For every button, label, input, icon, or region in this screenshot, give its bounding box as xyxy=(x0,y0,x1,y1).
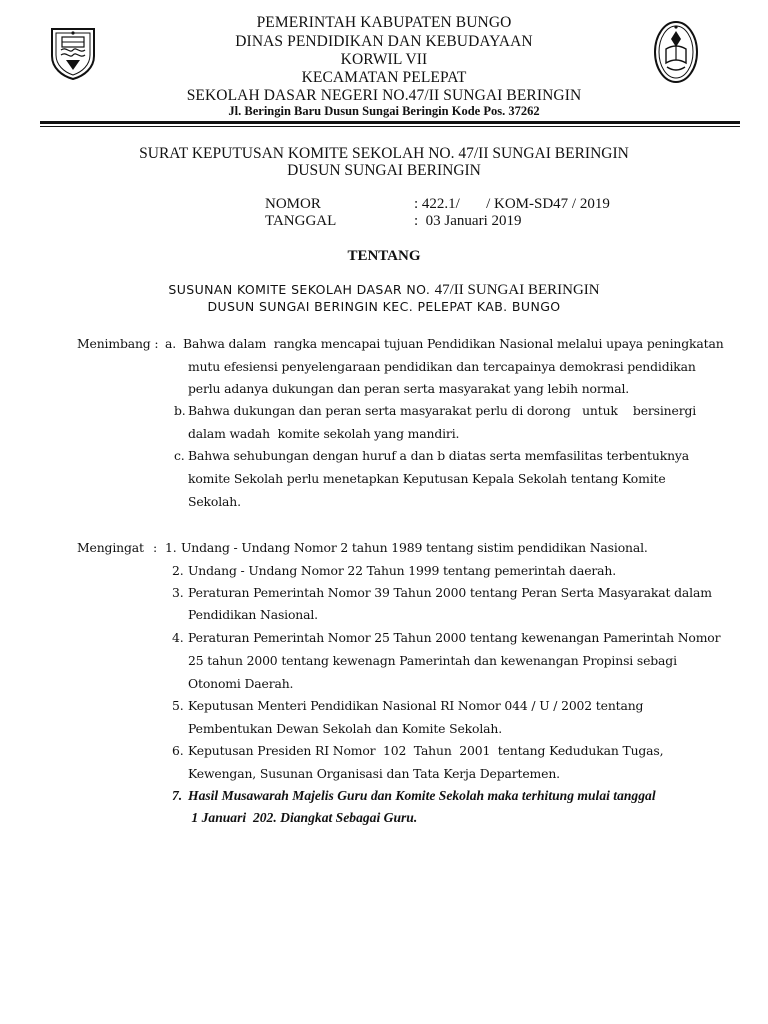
subject-line1-part2: 47/II SUNGAI BERINGIN xyxy=(434,282,600,298)
menimbang-b-marker: b. xyxy=(174,403,186,418)
menimbang-a-marker: a. xyxy=(165,336,177,351)
menimbang-a-line: mutu efesiensi penyelengaraan pendidikan dan tercapainya demokrasi pendidikan xyxy=(188,359,696,374)
mengingat-item-text: Keputusan Presiden RI Nomor 102 Tahun 2001 tentang Kedudukan Tugas, xyxy=(188,743,664,758)
subject-line1 xyxy=(0,282,768,299)
mengingat-item-number: 7. xyxy=(172,788,183,803)
mengingat-item-text: Undang - Undang Nomor 2 tahun 1989 tentang sistim pendidikan Nasional. xyxy=(181,540,648,555)
nomor-label: NOMOR xyxy=(265,196,321,212)
mengingat-colon: : xyxy=(153,540,158,555)
mengingat-item-number: 1. xyxy=(165,540,177,555)
letterhead-government: PEMERINTAH KABUPATEN BUNGO xyxy=(256,14,512,31)
mengingat-item-text: 1 Januari 202. Diangkat Sebagai Guru. xyxy=(188,810,418,825)
letterhead-department: DINAS PENDIDIKAN DAN KEBUDAYAAN xyxy=(235,33,533,50)
letterhead-rule xyxy=(40,121,740,124)
letterhead-rule-thin xyxy=(40,126,740,127)
subject-line2: DUSUN SUNGAI BERINGIN KEC. PELEPAT KAB. BUNGO xyxy=(207,299,561,314)
mengingat-item-text: Hasil Musawarah Majelis Guru dan Komite Sekolah maka terhitung mulai tanggal xyxy=(188,788,656,803)
menimbang-c-line: komite Sekolah perlu menetapkan Keputusan Kepala Sekolah tentang Komite xyxy=(188,471,666,486)
letterhead-school: SEKOLAH DASAR NEGERI NO.47/II SUNGAI BERINGIN xyxy=(186,87,582,104)
letterhead-address: Jl. Beringin Baru Dusun Sungai Beringin Kode Pos. 37262 xyxy=(228,104,540,118)
mengingat-item-number: 4. xyxy=(172,630,184,645)
mengingat-item-text: Peraturan Pemerintah Nomor 25 Tahun 2000 tentang kewenangan Pamerintah Nomor xyxy=(188,630,721,645)
nomor-value: : 422.1/ / KOM-SD47 / 2019 xyxy=(414,196,610,212)
subject-line1-part1: SUSUNAN KOMITE SEKOLAH DASAR NO. xyxy=(168,282,431,297)
mengingat-item-number: 2. xyxy=(172,563,184,578)
mengingat-item-text: Keputusan Menteri Pendidikan Nasional RI Nomor 044 / U / 2002 tentang xyxy=(188,698,644,713)
tentang-heading: TENTANG xyxy=(347,248,421,264)
menimbang-c-line: Bahwa sehubungan dengan huruf a dan b diatas serta memfasilitas terbentuknya xyxy=(188,448,689,463)
menimbang-a-line: Bahwa dalam rangka mencapai tujuan Pendidikan Nasional melalui upaya peningkatan xyxy=(183,336,724,351)
mengingat-item-text: Otonomi Daerah. xyxy=(188,676,294,691)
menimbang-c-line: Sekolah. xyxy=(188,494,241,509)
mengingat-item-text: 25 tahun 2000 tentang kewenagn Pamerintah dan kewenangan Propinsi sebagi xyxy=(188,653,677,668)
mengingat-item-text: Kewengan, Susunan Organisasi dan Tata Kerja Departemen. xyxy=(188,766,560,781)
mengingat-item-number: 3. xyxy=(172,585,184,600)
menimbang-b-line: dalam wadah komite sekolah yang mandiri. xyxy=(188,426,460,441)
mengingat-item-text: Pembentukan Dewan Sekolah dan Komite Sekolah. xyxy=(188,721,503,736)
mengingat-item-text: Pendidikan Nasional. xyxy=(188,607,318,622)
menimbang-a-line: perlu adanya dukungan dan peran serta masyarakat yang lebih normal. xyxy=(188,381,630,396)
mengingat-item-number: 6. xyxy=(172,743,184,758)
decree-title: SURAT KEPUTUSAN KOMITE SEKOLAH NO. 47/II SUNGAI BERINGIN xyxy=(139,145,629,162)
decree-title-line2: DUSUN SUNGAI BERINGIN xyxy=(287,162,481,179)
tanggal-label: TANGGAL xyxy=(265,213,337,229)
letterhead-district: KECAMATAN PELEPAT xyxy=(301,69,467,86)
menimbang-c-marker: c. xyxy=(174,448,185,463)
tanggal-value: : 03 Januari 2019 xyxy=(414,213,522,229)
menimbang-b-line: Bahwa dukungan dan peran serta masyarakat perlu di dorong untuk bersinergi xyxy=(188,403,697,418)
mengingat-label: Mengingat xyxy=(77,540,144,555)
mengingat-item-text: Undang - Undang Nomor 22 Tahun 1999 tentang pemerintah daerah. xyxy=(188,563,617,578)
mengingat-item-text: Peraturan Pemerintah Nomor 39 Tahun 2000 tentang Peran Serta Masyarakat dalam xyxy=(188,585,712,600)
menimbang-label: Menimbang : xyxy=(77,336,159,351)
mengingat-item-number: 5. xyxy=(172,698,184,713)
letterhead-korwil: KORWIL VII xyxy=(340,51,428,68)
